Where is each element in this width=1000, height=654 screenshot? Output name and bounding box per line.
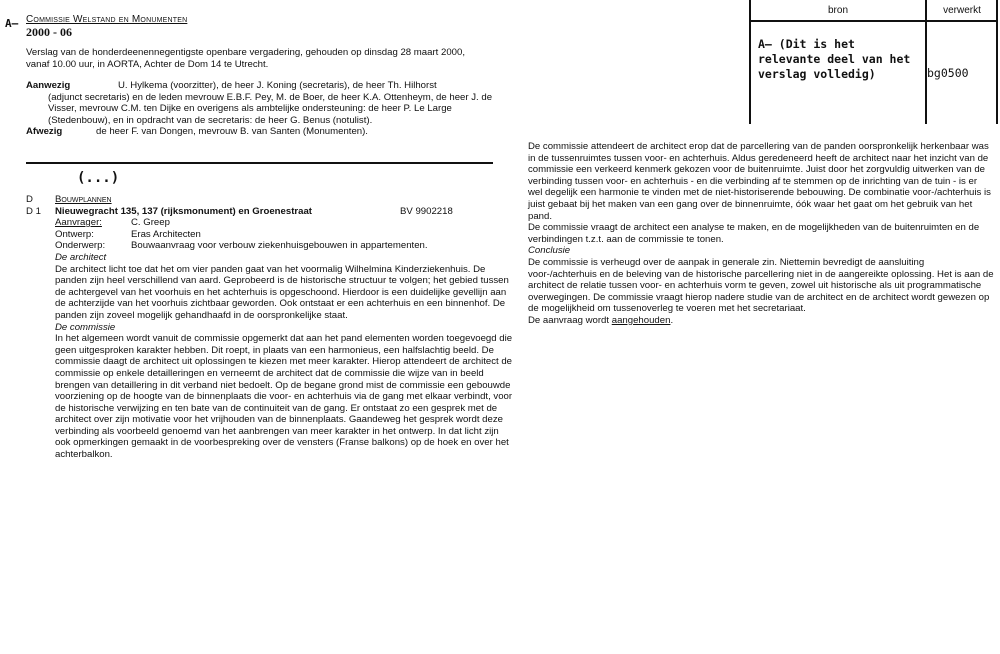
architect-text: De architect licht toe dat het om vier panden gaat van het voormalig Wilhelmina Kinderziekenhuis. De panden zijn heel verschillend van aard. Geprobeerd is de historische structuur te volgen; het gebied tussen de achtergevel van het voorhuis en het achterhuis is opgeschoond. Hierdoor is een duidelijke gevellijn aan de achterzijde van het voorhuis zichtbaar geworden. Ook ontstaat er een achterhuis en een binnenhof. De panden zijn zoveel mogelijk gehandhaafd in de oorspronkelijke staat. bbox=[55, 263, 509, 321]
right-paragraph-2: De commissie vraagt de architect een analyse te maken, en de mogelijkheden van de buitenruimten en de verbindingen t.z.t. aan de commissie te tonen. bbox=[528, 222, 980, 245]
separator-line bbox=[26, 162, 493, 164]
absent-row bbox=[26, 126, 494, 138]
present-row bbox=[26, 80, 494, 92]
subject-row bbox=[55, 240, 516, 252]
design-row bbox=[55, 229, 516, 241]
absent-text: de heer F. van Dongen, mevrouw B. van Santen (Monumenten). bbox=[96, 126, 368, 138]
conclusion-heading: Conclusie bbox=[528, 245, 571, 257]
stamp-divider bbox=[925, 0, 927, 124]
subject-label: Onderwerp: bbox=[55, 240, 106, 252]
organisation-name: Commissie Welstand en Monumenten bbox=[26, 14, 188, 25]
conclusion-text: De commissie is verheugd over de aanpak in generale zin. Niettemin bevredigt de aansluiting voor-/achterhuis en de beleving van de historische parcellering niet in de aangereikte oplossing. Het is aan de architect de relatie tussen voor- en achterhuis vorm te geven, zowel uit historische als uit programmatische overwegingen. De commissie vraagt hierop nadere studie van de architect en de architect wordt gewezen op de mogelijkheid om tussenoverleg te voeren met het secretariaat. bbox=[528, 256, 994, 315]
architect-heading: De architect bbox=[55, 251, 107, 263]
intro-text: Verslag van de honderdeenennegentigste openbare vergadering, gehouden op dinsdag 28 maart 2000, vanaf 10.00 uur, in AORTA, Achter de Dom 14 te Utrecht. bbox=[26, 47, 465, 70]
stamp-code: bg0500 bbox=[927, 66, 969, 80]
applicant-row bbox=[55, 217, 516, 229]
design-label: Ontwerp: bbox=[55, 228, 94, 240]
commission-text: In het algemeen wordt vanuit de commissie opgemerkt dat aan het pand elementen worden toegevoegd die geen uitgesproken karakter hebben. Dit roept, in plaats van een harmonieus, een halfslachtig beeld. De commissie daagt de architect uit oplossingen te kiezen met meer karakter. Hierop attendeert de architect de commissie op enkele detailleringen en verneemt de architect dat de commissie die wijze van in beeld brengen van detaillering in dit verband niet bedoelt. Op de begane grond mist de commissie een gebouwde voorziening op de hoogte van de binnenplaats die voor- en achterhuis via de gang met elkaar verbindt, voor de historische verwijzing en ten bate van de continuiteit van de gang. Er ontstaat zo een gesprek met de architect over zijn motivatie voor het vrijhouden van de binnenplaats. Gaandeweg het gesprek wordt deze verbinding als voorbeeld genoemd van het aanbrengen van meer karakter in het ontwerp. In dat licht zijn ook opmerkingen gemaakt in de voorbespreking over de vensters (Franse balkons) op de hoek en over het achterbalkon. bbox=[55, 333, 513, 461]
applicant-label: Aanvrager: bbox=[55, 217, 102, 229]
subject-value: Bouwaanvraag voor verbouw ziekenhuisgebouwen in appartementen. bbox=[131, 240, 428, 252]
item-heading-row bbox=[26, 206, 516, 218]
present-rest: (adjunct secretaris) en de leden mevrouw E.B.F. Pey, M. de Boer, de heer K.A. Ottenheym, de heer J. de Visser, mevrouw C.M. ten Dijke en overigens als ambtelijke ondersteuning: de heer P. Le Large (Stedenbouw), en in opdracht van de secretaris: de heer G. Benus (notulist). bbox=[48, 91, 493, 126]
applicant-value: C. Greep bbox=[131, 217, 170, 229]
stamp-note: A— (Dit is het relevante deel van het verslag volledig) bbox=[758, 37, 911, 81]
stamp-header-verwerkt: verwerkt bbox=[943, 5, 981, 16]
omission-ellipsis: (...) bbox=[77, 170, 120, 186]
item-number: D 1 bbox=[26, 205, 41, 217]
item-reference: BV 9902218 bbox=[400, 205, 453, 217]
attendance bbox=[26, 80, 494, 138]
report-number: 2000 - 06 bbox=[26, 25, 72, 39]
stamp-right-border bbox=[996, 0, 998, 124]
section-letter: D bbox=[26, 194, 33, 205]
section-heading-row bbox=[26, 194, 516, 206]
final-decision bbox=[528, 315, 994, 327]
final-prefix: De aanvraag wordt bbox=[528, 314, 610, 326]
commission-heading: De commissie bbox=[55, 321, 116, 333]
item-body bbox=[26, 217, 516, 460]
stamp-header-line bbox=[749, 20, 998, 22]
section-title: Bouwplannen bbox=[55, 194, 112, 205]
final-status: aangehouden bbox=[611, 314, 671, 326]
right-paragraph-1: De commissie attendeert de architect erop dat de parcellering van de panden oorspronkelijk herkenbaar was in de tussenruimtes tussen voor- en achterhuis. Aldus geredeneerd heeft de architect naar het inzicht van de commissie een verkeerd kenmerk gekozen voor de buitenruimte. Juist door het zorgvuldig uitwerken van de verbinding tussen voor- en achterhuis - en die verbinding af te stemmen op de inrichting van de tuin - is er wel degelijk een harmonie te vinden met de niet-historiserende bebouwing. De combinatie voor-/achterhuis is juist gebaat bij het maken van een gang over de binnenruimte, óók waar het gaat om het gebruik van het pand. bbox=[528, 141, 991, 222]
present-line-1: U. Hylkema (voorzitter), de heer J. Koning (secretaris), de heer Th. Hilhorst bbox=[118, 80, 437, 91]
item-title: Nieuwegracht 135, 137 (rijksmonument) en Groenestraat bbox=[55, 205, 312, 217]
report-intro bbox=[26, 47, 481, 70]
stamp-header-bron: bron bbox=[827, 5, 848, 16]
design-value: Eras Architecten bbox=[131, 228, 201, 240]
section-bouwplannen bbox=[26, 194, 516, 461]
present-label: Aanwezig bbox=[26, 80, 71, 91]
source-mark: A— bbox=[5, 17, 19, 30]
right-column bbox=[528, 141, 994, 327]
final-suffix: . bbox=[670, 314, 674, 326]
absent-label: Afwezig bbox=[26, 126, 63, 138]
stamp-left-border bbox=[749, 0, 751, 124]
